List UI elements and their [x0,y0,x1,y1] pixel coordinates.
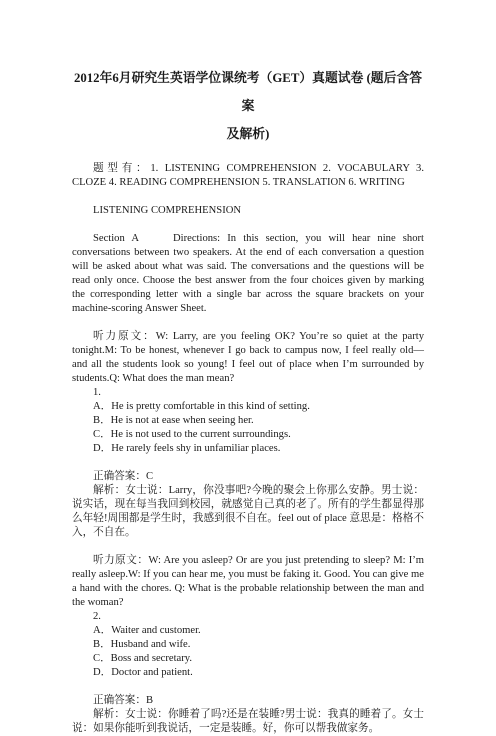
question-1-answer: 正确答案：C [93,471,154,482]
question-1-transcript: 听力原文：W: Larry, are you feeling OK? You’re so quiet at the party tonight.M: To be honest, whenever I go back to campus now, I feel really old—and all the students look so young! I feel out of place when I’m surrounded by students.Q: What does the man mean? [72,331,424,384]
question-1-option-d: D．He rarely feels shy in unfamiliar places. [93,443,281,454]
question-1-option-c: C．He is not used to the current surroundings. [93,429,291,440]
question-1-analysis: 解析：女士说：Larry，你没事吧?今晚的聚会上你那么安静。男士说：说实话，现在每当我回到校园，就感觉自己真的老了。所有的学生都显得那么年轻!周围都是学生时，我感到很不自在。feel out of place 意思是：格格不入，不自在。 [72,485,424,538]
document-title-continuation: 及解析) [226,127,270,141]
question-1-number: 1. [93,387,101,398]
question-2-option-a: A．Waiter and customer. [93,625,201,636]
question-2-option-b: B．Husband and wife. [93,639,191,650]
section-heading: LISTENING COMPREHENSION [93,205,242,216]
question-2-number: 2. [93,611,101,622]
question-2-transcript: 听力原文：W: Are you asleep? Or are you just pretending to sleep? M: I’m really asleep.W: If you can hear me, you must be faking it. Good. You can give me a hand with the chores. Q: What is the probable relationship between the man and the woman? [72,555,424,608]
question-2-option-c: C．Boss and secretary. [93,653,193,664]
question-2-option-d: D．Doctor and patient. [93,667,193,678]
section-directions: Section A Directions: In this section, you will hear nine short conversations between two speakers. At the end of each conversation a question will be asked about what was said. The conversations and the questions will be read only once. Choose the best answer from the four choices given by marking the corresponding letter with a single bar across the square brackets on your machine-scoring Answer Sheet. [72,233,424,314]
question-types: 题型有：1. LISTENING COMPREHENSION 2. VOCABULARY 3. CLOZE 4. READING COMPREHENSION 5. TRANSLATION 6. WRITING [72,163,424,188]
question-2-answer: 正确答案：B [93,695,154,706]
document-title: 2012年6月研究生英语学位课统考（GET）真题试卷 (题后含答案 [73,71,422,113]
question-1-option-a: A．He is pretty comfortable in this kind of setting. [93,401,310,412]
question-1-option-b: B．He is not at ease when seeing her. [93,415,254,426]
question-2-analysis: 解析：女士说：你睡着了吗?还是在装睡?男士说：我真的睡着了。女士说：如果你能听到我说话，一定是装睡。好，你可以帮我做家务。 [72,709,424,734]
